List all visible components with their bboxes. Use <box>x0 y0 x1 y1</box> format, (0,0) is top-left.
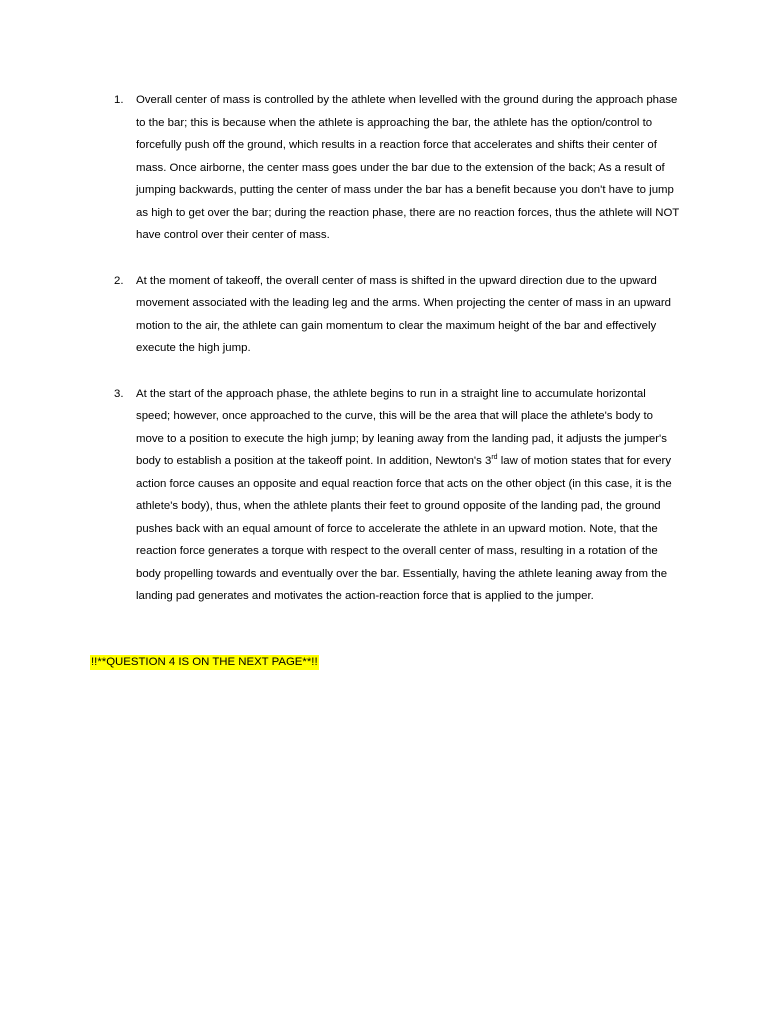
answer-list <box>114 89 682 631</box>
answer-text-part-1: At the start of the approach phase, the athlete begins to run in a straight line to accumulate horizontal speed; however, once approached to the curve, this will be the area that will place the athlete's body to move to a position to execute the high jump; by leaning away from the landing pad, it adjusts the jumper's body to establish a position at the takeoff point. In addition, Newton's 3 <box>136 387 667 467</box>
answer-number: 3. <box>114 387 124 400</box>
next-page-notice: !!**QUESTION 4 IS ON THE NEXT PAGE**!! <box>91 656 318 668</box>
answer-item-3 <box>114 383 682 608</box>
answer-number: 1. <box>114 94 124 106</box>
answer-text: At the moment of takeoff, the overall center of mass is shifted in the upward direction due to the upward movement associated with the leading leg and the arms. When projecting the center of mass in an upward motion to the air, the athlete can gain momentum to clear the maximum height of the bar and effectively execute the high jump. <box>136 274 672 354</box>
ordinal-superscript: rd <box>491 454 498 462</box>
answer-text: Overall center of mass is controlled by the athlete when levelled with the ground during the approach phase to the bar; this is because when the athlete is approaching the bar, the athlete has the option/control to forcefully push off the ground, which results in a reaction force that accelerates and shifts their center of mass. Once airborne, the center mass goes under the bar due to the extension of the back; As a result of jumping backwards, putting the center of mass under the bar has a benefit because you don't have to jump as high to get over the bar; during the reaction phase, there are no reaction forces, thus the athlete will NOT have control over their center of mass. <box>136 94 680 241</box>
answer-item-1 <box>114 89 682 247</box>
answer-item-2 <box>114 270 682 360</box>
answer-number: 2. <box>114 274 124 287</box>
answer-text-part-2: law of motion states that for every action force causes an opposite and equal reaction force that acts on the other object (in this case, it is the athlete's body), thus, when the athlete plants their feet to ground opposite of the landing pad, the ground pushes back with an equal amount of force to accelerate the athlete in an upward motion. Note, that the reaction force generates a torque with respect to the overall center of mass, resulting in a rotation of the body propelling towards and eventually over the bar. Essentially, having the athlete leaning away from the landing pad generates and motivates the action-reaction force that is applied to the jumper. <box>136 455 672 602</box>
